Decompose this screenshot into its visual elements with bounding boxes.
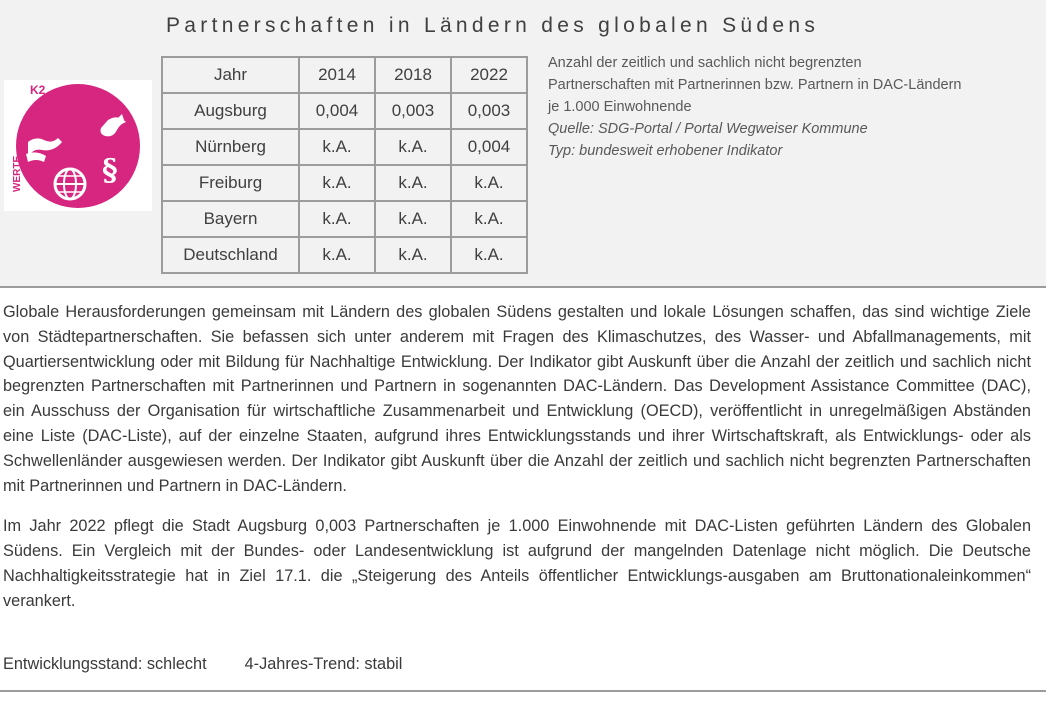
table-row-label: Freiburg [162,165,299,201]
description-line: Anzahl der zeitlich und sachlich nicht begrenzten [548,55,862,71]
logo-label: WERTE [12,155,23,192]
table-cell: k.A. [375,165,451,201]
description-type: Typ: bundesweit erhobener Indikator [548,143,783,159]
table-row [162,165,527,201]
table-header-cell: 2014 [299,57,375,93]
table-cell: 0,003 [451,93,527,129]
table-row [162,201,527,237]
partnership-globe-dove-hand-paragraph-icon [4,80,152,211]
description-source: Quelle: SDG-Portal / Portal Wegweiser Kommune [548,121,868,137]
status-line [3,655,402,674]
description-line: Partnerschaften mit Partnerinnen bzw. Partnern in DAC-Ländern [548,77,962,93]
table-header-cell: Jahr [162,57,299,93]
table-cell: k.A. [299,237,375,273]
logo [4,80,152,211]
table-cell: k.A. [451,201,527,237]
table-row-label: Augsburg [162,93,299,129]
table-row-label: Deutschland [162,237,299,273]
svg-text:§: § [102,153,118,188]
table-cell: k.A. [451,165,527,201]
table-row [162,129,527,165]
table-cell: k.A. [375,129,451,165]
table-header-row [162,57,527,93]
table-row [162,237,527,273]
trend-status: 4-Jahres-Trend: stabil [244,655,403,673]
table-cell: k.A. [451,237,527,273]
table-row-label: Bayern [162,201,299,237]
data-table [161,56,528,274]
logo-code: K2 [30,83,46,97]
indicator-description [548,52,1038,162]
table-header-cell: 2018 [375,57,451,93]
table-cell: 0,004 [299,93,375,129]
table-row [162,93,527,129]
page-title: Partnerschaften in Ländern des globalen Südens [166,14,820,37]
body-text [3,300,1031,614]
table-cell: k.A. [299,165,375,201]
table-cell: k.A. [375,201,451,237]
table-cell: k.A. [375,237,451,273]
description-line: je 1.000 Einwohnende [548,99,692,115]
body-paragraph: Im Jahr 2022 pflegt die Stadt Augsburg 0,003 Partnerschaften je 1.000 Einwohnende mit DAC-Listen geführten Ländern des Globalen Südens. Ein Vergleich mit der Bundes- oder Landesentwicklung ist aufgrund der mangelnden Datenlage nicht möglich. Die Deutsche Nachhaltigkeitsstrategie hat in Ziel 17.1. die „Steigerung des Anteils öffentlicher Entwicklungs-ausgaben am Bruttonationaleinkommen“ verankert. [3,517,1031,610]
table-header-cell: 2022 [451,57,527,93]
body-paragraph: Globale Herausforderungen gemeinsam mit Ländern des globalen Südens gestalten und lokale Lösungen schaffen, das sind wichtige Ziele von Städtepartnerschaften. Sie befassen sich unter anderem mit Fragen des Klimaschutzes, des Wasser- und Abfallmanagements, mit Quartiersentwicklung oder mit Bildung für Nachhaltige Entwicklung. Der Indikator gibt Auskunft über die Anzahl der zeitlich und sachlich nicht begrenzten Partnerschaften mit Partnerinnen und Partnern in sogenannten DAC-Ländern. Das Development Assistance Committee (DAC), ein Ausschuss der Organisation für wirtschaftliche Zusammenarbeit und Entwicklung (OECD), veröffentlicht in unregelmäßigen Abständen eine Liste (DAC-Liste), auf der einzelne Staaten, aufgrund ihres Entwicklungsstands und ihrer Wirtschaftskraft, als Entwicklungs- oder als Schwellenländer ausgewiesen werden. Der Indikator gibt Auskunft über die Anzahl der zeitlich und sachlich nicht begrenzten Partnerschaften mit Partnerinnen und Partnern in DAC-Ländern. [3,303,1031,495]
table-cell: 0,003 [375,93,451,129]
footer-divider [0,690,1046,692]
table-cell: 0,004 [451,129,527,165]
table-cell: k.A. [299,201,375,237]
table-cell: k.A. [299,129,375,165]
development-status: Entwicklungsstand: schlecht [3,655,207,673]
table-row-label: Nürnberg [162,129,299,165]
